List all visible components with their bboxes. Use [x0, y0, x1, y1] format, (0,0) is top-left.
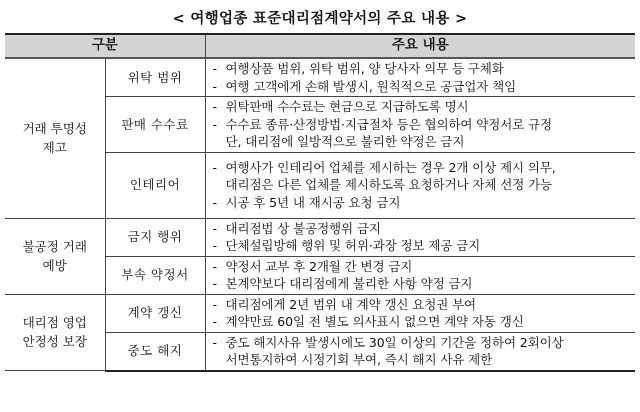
row-label: 판매 수수료: [105, 97, 205, 153]
bullet-text: 약정서 교부 후 2개월 간 변경 금지: [225, 258, 413, 274]
table-row: [5, 218, 635, 256]
bullet-item: [213, 159, 636, 177]
bullet-text: 여행상품 범위, 위탁 범위, 양 당사자 의무 등 구체화: [225, 61, 504, 76]
table-header-row: [5, 34, 635, 58]
dash-bullet-icon: -: [212, 258, 217, 274]
bullet-text: 대리점에게 2년 범위 내 계약 갱신 요청권 부여: [225, 296, 477, 312]
document-title: < 여행업종 표준대리점계약서의 주요 내용 >: [172, 11, 468, 27]
row-label: 위탁 범위: [105, 58, 205, 97]
dash-bullet-icon: -: [212, 78, 217, 94]
row-content: [205, 152, 635, 218]
section-name-line: 대리점 영업: [22, 315, 87, 331]
bullet-item: [213, 116, 636, 134]
bullet-item: [213, 194, 636, 212]
bullet-item: [213, 60, 636, 78]
row-content: [205, 332, 635, 371]
row-label: 부속 약정서: [105, 256, 205, 294]
dash-bullet-icon: -: [212, 314, 217, 329]
bullet-text: 대리점법 상 불공정행위 금지: [225, 220, 381, 236]
bullet-item: [213, 98, 636, 116]
row-content: [205, 97, 635, 153]
section-name-line: 예방: [42, 258, 67, 273]
bullet-item: [213, 237, 636, 255]
dash-bullet-icon: -: [212, 296, 217, 312]
bullet-item: [213, 78, 636, 96]
bullet-continuation: 대리점은 다른 업체를 제시하도록 요청하거나 자체 선정 가능: [225, 177, 552, 193]
bullet-text: 본계약보다 대리점에게 불리한 사항 약정 금지: [225, 276, 473, 291]
section-name-line: 거래 투명성: [22, 121, 87, 137]
section-name-line: 제고: [42, 140, 67, 156]
dash-bullet-icon: -: [212, 220, 217, 236]
section-name-line: 안정성 보장: [22, 334, 87, 350]
bullet-item: [213, 220, 636, 238]
bullet-text: 단체설립방해 행위 및 허위·과장 정보 제공 금지: [225, 238, 481, 253]
dash-bullet-icon: -: [212, 99, 217, 114]
table-row: [5, 58, 635, 97]
dash-bullet-icon: -: [212, 334, 217, 350]
row-label: 중도 해지: [105, 332, 205, 371]
section-name-cell: [5, 58, 105, 218]
dash-bullet-icon: -: [212, 61, 217, 76]
row-content: [205, 218, 635, 256]
row-content: [205, 294, 635, 332]
contract-summary-table: [5, 33, 635, 372]
section-name-cell: [5, 294, 105, 371]
dash-bullet-icon: -: [212, 238, 217, 253]
row-content: [205, 256, 635, 294]
bullet-text: 계약만료 60일 전 별도 의사표시 없으면 계약 자동 갱신: [225, 314, 524, 329]
row-label: 금지 행위: [105, 218, 205, 256]
row-label: 계약 갱신: [105, 294, 205, 332]
bullet-continuation: 서면통지하여 시정기회 부여, 즉시 해지 사유 제한: [225, 352, 493, 367]
bullet-text: 여행 고객에게 손해 발생시, 원칙적으로 공급업자 책임: [225, 78, 517, 94]
header-content: 주요 내용: [205, 34, 635, 58]
dash-bullet-icon: -: [212, 116, 217, 132]
bullet-text: 여행사가 인테리어 업체를 제시하는 경우 2개 이상 제시 의무,: [225, 159, 556, 175]
dash-bullet-icon: -: [212, 194, 217, 210]
bullet-text: 중도 해지사유 발생시에도 30일 이상의 기간을 정하여 2회이상: [225, 334, 564, 350]
bullet-continuation: 단, 대리점에 일방적으로 불리한 약정은 금지: [225, 134, 465, 149]
bullet-item: [213, 258, 636, 276]
header-category: 구분: [5, 34, 205, 58]
bullet-text: 수수료 종류·산정방법·지급절차 등은 협의하여 약정서로 규정: [225, 116, 552, 132]
bullet-item: [213, 334, 636, 352]
section-name-cell: [5, 218, 105, 294]
section-name-line: 불공정 거래: [22, 239, 87, 254]
bullet-text: 시공 후 5년 내 재시공 요청 금지: [225, 194, 401, 210]
row-content: [205, 58, 635, 97]
bullet-item: [213, 296, 636, 314]
row-label: 인테리어: [105, 152, 205, 218]
bullet-text: 위탁판매 수수료는 현금으로 지급하도록 명시: [225, 99, 469, 114]
dash-bullet-icon: -: [212, 276, 217, 291]
dash-bullet-icon: -: [212, 159, 217, 175]
bullet-item: [213, 313, 636, 331]
table-row: [5, 294, 635, 332]
bullet-item: [213, 275, 636, 293]
